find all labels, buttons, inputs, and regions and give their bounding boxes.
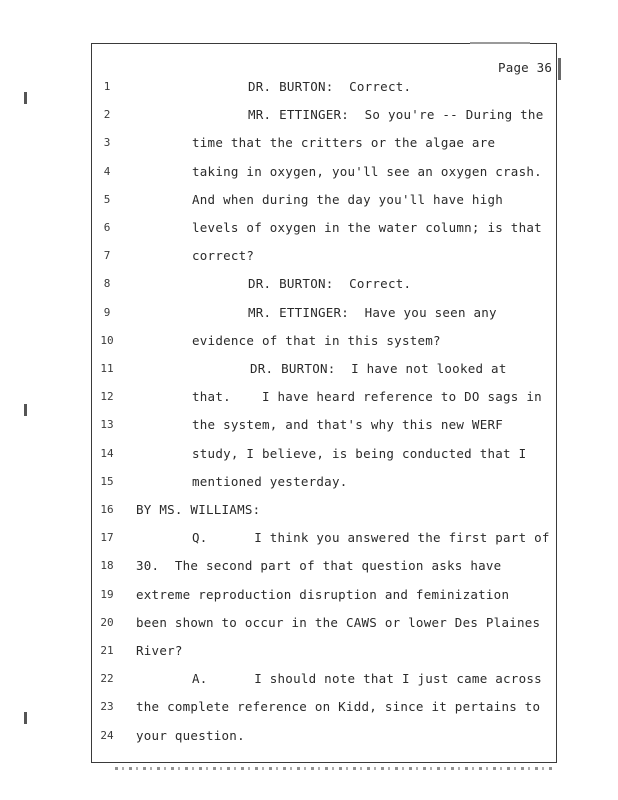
transcript-line: DR. BURTON: Correct. <box>248 79 412 94</box>
punch-mark-middle <box>24 404 27 416</box>
punch-mark-top <box>24 92 27 104</box>
line-number: 16 <box>100 503 114 516</box>
transcript-line: correct? <box>192 248 255 264</box>
transcript-line: A. I should note that I just came across <box>192 671 542 687</box>
transcript-line: DR. BURTON: I have not looked at <box>250 361 507 376</box>
line-number: 9 <box>103 305 111 319</box>
scan-artifact-top <box>470 42 530 44</box>
line-number: 19 <box>100 587 114 601</box>
transcript-line: been shown to occur in the CAWS or lower Des Plaines <box>136 614 541 630</box>
line-number: 22 <box>100 672 114 686</box>
transcript-line: your question. <box>136 727 245 743</box>
transcript-line: mentioned yesterday. <box>192 473 348 489</box>
line-number: 11 <box>100 362 114 375</box>
transcript-line: BY MS. WILLIAMS: <box>136 502 261 517</box>
transcript-line: levels of oxygen in the water column; is that <box>192 220 542 235</box>
scan-artifact-bottom <box>115 767 555 770</box>
transcript-line: DR. BURTON: Correct. <box>248 276 412 292</box>
transcript-line: extreme reproduction disruption and feminization <box>136 586 510 602</box>
line-number: 21 <box>100 644 114 657</box>
line-number: 3 <box>103 136 111 150</box>
line-number: 15 <box>100 474 114 488</box>
transcript-line: that. I have heard reference to DO sags in <box>192 389 542 405</box>
line-number: 12 <box>100 390 114 404</box>
line-number: 13 <box>100 418 114 432</box>
page-number: Page 36 <box>498 60 553 75</box>
transcript-line: evidence of that in this system? <box>192 332 441 348</box>
transcript-line: the system, and that's why this new WERF <box>192 417 504 433</box>
line-number: 4 <box>103 164 111 178</box>
line-number: 18 <box>100 559 114 573</box>
line-number: 20 <box>100 615 114 629</box>
transcript-line: study, I believe, is being conducted that I <box>192 445 527 461</box>
transcript-line: MR. ETTINGER: So you're -- During the <box>248 107 544 123</box>
transcript-line: time that the critters or the algae are <box>192 135 496 151</box>
transcript-line: the complete reference on Kidd, since it pertains to <box>136 699 541 715</box>
transcript-line: Q. I think you answered the first part of <box>192 530 550 546</box>
line-number: 14 <box>100 446 114 460</box>
line-number: 10 <box>100 333 114 347</box>
line-number: 7 <box>103 249 111 263</box>
scan-artifact-right <box>558 58 561 80</box>
transcript-line: MR. ETTINGER: Have you seen any <box>248 304 497 320</box>
line-number: 8 <box>103 277 111 291</box>
punch-mark-bottom <box>24 712 27 724</box>
transcript-line: River? <box>136 643 183 658</box>
transcript-line: taking in oxygen, you'll see an oxygen crash. <box>192 163 542 179</box>
line-number: 24 <box>100 728 114 742</box>
line-number: 5 <box>103 192 111 206</box>
transcript-line: And when during the day you'll have high <box>192 191 504 207</box>
line-number: 23 <box>100 700 114 714</box>
line-number: 6 <box>103 221 111 234</box>
line-number: 1 <box>103 80 111 93</box>
line-number: 2 <box>103 108 111 122</box>
transcript-line: 30. The second part of that question asks have <box>136 558 502 574</box>
line-number: 17 <box>100 531 114 545</box>
